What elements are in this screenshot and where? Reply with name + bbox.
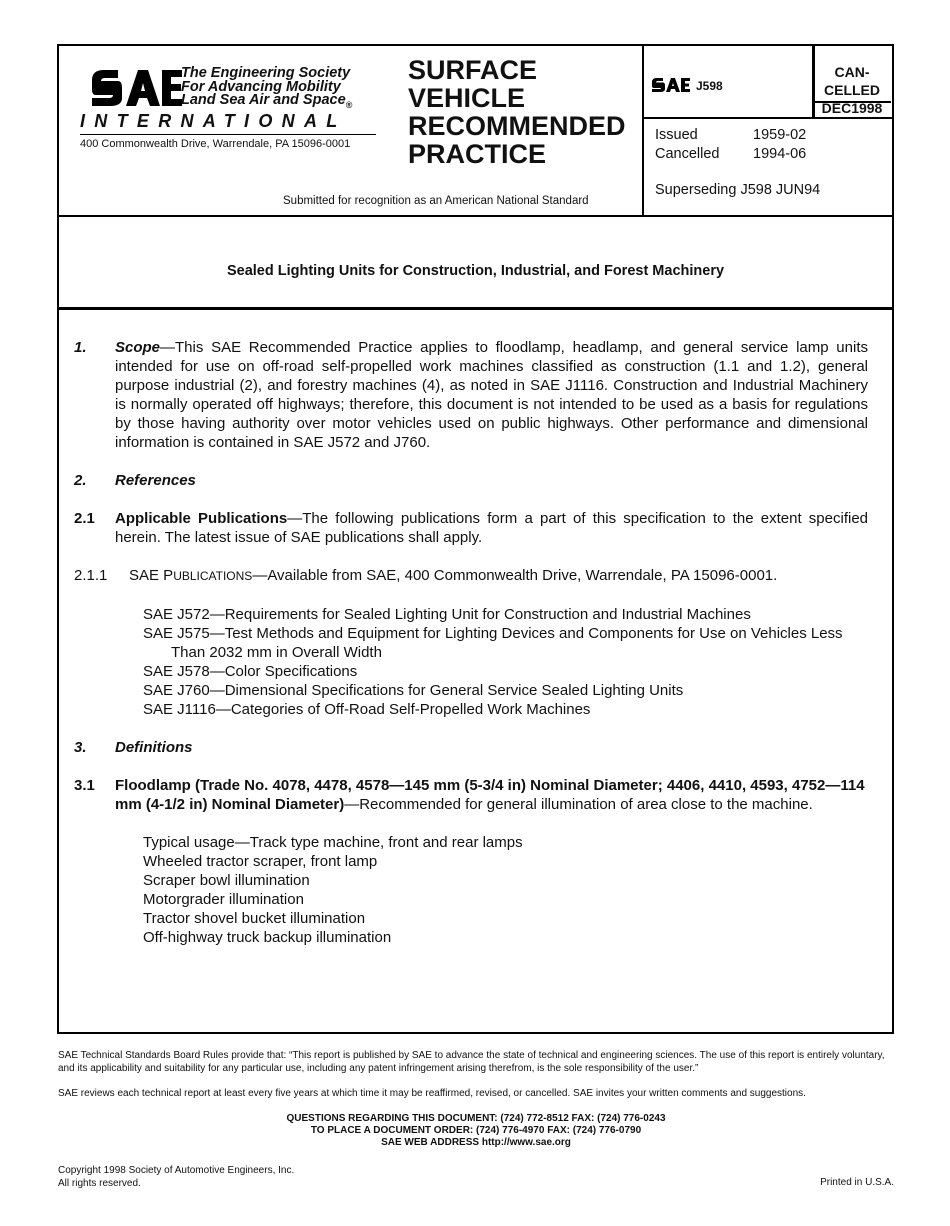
printed-in: Printed in U.S.A. xyxy=(820,1177,894,1188)
section-2-1-1 xyxy=(74,566,868,586)
contact-line: TO PLACE A DOCUMENT ORDER: (724) 776-4970 FAX: (724) 776-0790 xyxy=(310,1125,642,1136)
usage-item: Scraper bowl illumination xyxy=(143,872,310,889)
docnum-divider xyxy=(644,117,892,119)
section-prefix: SAE P xyxy=(129,567,174,584)
reference-item: SAE J760—Dimensional Specifications for General Service Sealed Lighting Units xyxy=(143,682,684,699)
header-divider xyxy=(59,215,892,217)
wordmark-rule xyxy=(80,134,376,135)
section-text xyxy=(115,338,868,452)
usage-item: Typical usage—Track type machine, front and rear lamps xyxy=(143,834,523,851)
reference-list xyxy=(143,605,868,719)
section-number: 3.1 xyxy=(74,777,95,794)
sae-logo xyxy=(88,66,183,108)
issued-label: Issued xyxy=(655,127,698,143)
document-number: J598 xyxy=(696,79,723,93)
copyright-line: All rights reserved. xyxy=(58,1178,141,1189)
section-3 xyxy=(74,738,868,757)
section-body: —This SAE Recommended Practice applies to floodlamp, headlamp, and general service lamp units intended for use on off-road self-propelled work machines classified as construction (1.1 and 1.2), general purpose industrial (2), and forestry machines (4), as noted in SAE J1116. Construction and Industrial Machinery is normally operated off highways; therefore, this document is not intended to be used as a basis for regulations by those having authority over motor vehicles used on public highways. Other performance and dimensional information is contained in SAE J572 and J760. xyxy=(115,339,868,451)
issue-dates xyxy=(655,126,806,164)
cancelled-row xyxy=(655,145,806,164)
society-line: The Engineering Society xyxy=(181,65,351,81)
contact-line: SAE WEB ADDRESS http://www.sae.org xyxy=(381,1137,571,1148)
issued-row xyxy=(655,126,806,145)
document-type-title xyxy=(408,56,626,168)
section-smallcaps: UBLICATIONS xyxy=(173,569,253,583)
document-body xyxy=(74,338,868,947)
contact-info xyxy=(58,1113,894,1149)
cancelled-label: Cancelled xyxy=(655,146,720,162)
registered-mark: ® xyxy=(345,99,353,110)
superseding-note: Superseding J598 JUN94 xyxy=(655,182,821,198)
section-2-1 xyxy=(74,509,868,547)
status-line: CAN- xyxy=(834,64,870,80)
copyright xyxy=(58,1164,294,1190)
header-column-divider xyxy=(642,46,644,215)
copyright-line: Copyright 1998 Society of Automotive Engineers, Inc. xyxy=(58,1165,295,1176)
section-body: —The following publications form a part of this specification to the extent specified herein. The latest issue of SAE publications shall apply. xyxy=(115,510,869,546)
board-rules-note: SAE Technical Standards Board Rules provide that: “This report is published by SAE to advance the state of technical and engineering sciences. The use of this report is entirely voluntary, and its applicability and suitability for any particular use, including any patent infringement arising therefrom, is the sole responsibility of the user.” xyxy=(58,1050,885,1074)
contact-line: QUESTIONS REGARDING THIS DOCUMENT: (724) 772-8512 FAX: (724) 776-0243 xyxy=(286,1113,666,1124)
title-line: SURFACE xyxy=(408,55,538,85)
cancelled-status xyxy=(814,63,890,117)
section-number: 3. xyxy=(74,739,87,756)
section-heading: Applicable Publications xyxy=(115,510,288,527)
sae-address: 400 Commonwealth Drive, Warrendale, PA 15096-0001 xyxy=(80,138,351,150)
section-text xyxy=(129,566,868,586)
status-underline xyxy=(814,101,891,103)
title-divider xyxy=(59,307,892,310)
title-line: PRACTICE xyxy=(408,139,547,169)
society-line: Land Sea Air and Space$_®$ xyxy=(181,92,353,110)
section-number: 2. xyxy=(74,472,87,489)
title-line: RECOMMENDED xyxy=(408,111,626,141)
cancelled-value: 1994-06 xyxy=(753,146,807,162)
usage-item: Motorgrader illumination xyxy=(143,891,304,908)
title-line: VEHICLE xyxy=(408,83,526,113)
submitted-note: Submitted for recognition as an American National Standard xyxy=(283,195,589,207)
section-2 xyxy=(74,471,868,490)
section-number: 1. xyxy=(74,339,87,356)
usage-item: Wheeled tractor scraper, front lamp xyxy=(143,853,378,870)
review-note: SAE reviews each technical report at least every five years at which time it may be reaffirmed, revised, or cancelled. SAE invites your written comments and suggestions. xyxy=(58,1088,806,1099)
usage-list xyxy=(143,833,868,947)
sae-small-logo xyxy=(651,77,691,93)
usage-item: Tractor shovel bucket illumination xyxy=(143,910,366,927)
international-wordmark: INTERNATIONAL xyxy=(80,111,347,131)
section-text xyxy=(115,509,868,547)
usage-item: Off-highway truck backup illumination xyxy=(143,929,392,946)
reference-item: SAE J572—Requirements for Sealed Lighting Unit for Construction and Industrial Machines xyxy=(143,606,751,623)
section-3-1 xyxy=(74,776,868,814)
status-line: CELLED xyxy=(824,82,880,98)
reference-item: SAE J578—Color Specifications xyxy=(143,663,358,680)
society-tagline xyxy=(181,67,381,112)
reference-item: SAE J1116—Categories of Off-Road Self-Propelled Work Machines xyxy=(143,701,591,718)
society-line: For Advancing Mobility xyxy=(181,78,341,95)
document-title: Sealed Lighting Units for Construction, Industrial, and Forest Machinery xyxy=(226,263,725,279)
section-body: —Recommended for general illumination of area close to the machine. xyxy=(344,796,813,813)
section-1 xyxy=(74,338,868,452)
section-heading: Scope xyxy=(115,339,161,356)
section-text xyxy=(115,776,868,814)
section-number: 2.1 xyxy=(74,510,95,527)
section-body: —Available from SAE, 400 Commonwealth Drive, Warrendale, PA 15096-0001. xyxy=(252,567,778,584)
section-heading: Definitions xyxy=(115,739,193,756)
section-heading: References xyxy=(115,472,196,489)
section-heading: Floodlamp (Trade No. 4078, 4478, 4578—145 mm (5-3/4 in) Nominal Diameter; 4406, 4410, 4593, 4752—114 mm (4-1/2 in) Nominal Diameter) xyxy=(115,777,865,813)
reference-item: SAE J575—Test Methods and Equipment for Lighting Devices and Components for Use on Vehicles Less Than 2032 mm in Overall Width xyxy=(143,625,843,661)
issued-value: 1959-02 xyxy=(753,127,807,143)
section-number: 2.1.1 xyxy=(74,567,108,584)
status-line: DEC1998 xyxy=(821,100,883,116)
